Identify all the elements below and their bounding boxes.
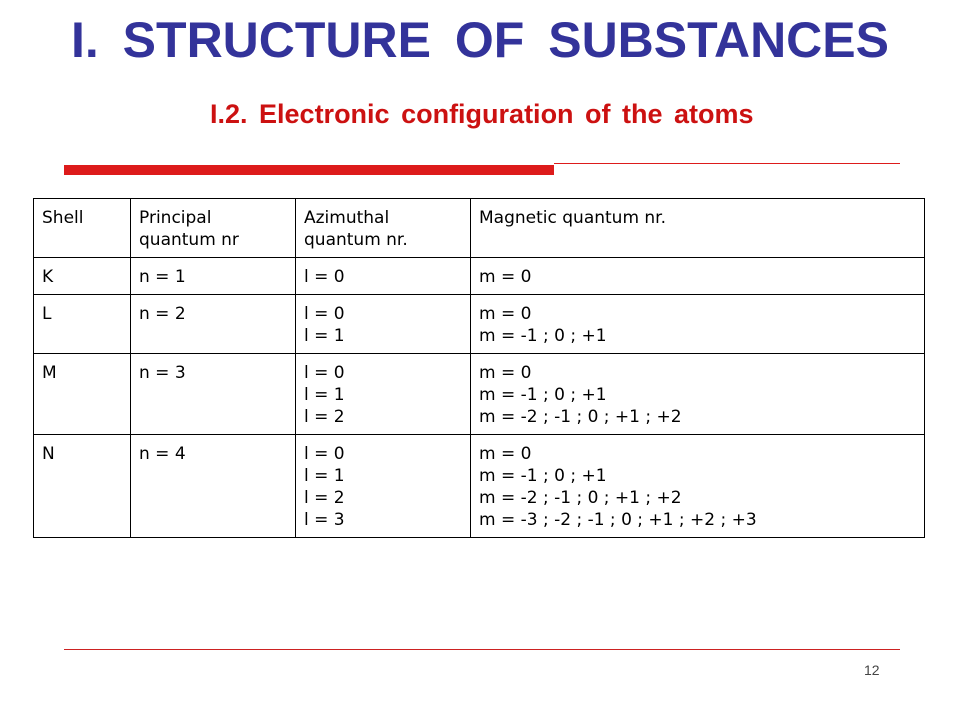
header-principal: Principal quantum nr xyxy=(131,199,296,258)
header-magnetic: Magnetic quantum nr. xyxy=(471,199,925,258)
table-row-k xyxy=(34,258,925,295)
cell-magnetic: m = 0 xyxy=(471,258,925,295)
cell-azimuthal: l = 0 xyxy=(296,258,471,295)
cell-magnetic: m = 0 m = -1 ; 0 ; +1 xyxy=(471,295,925,354)
quantum-numbers-table xyxy=(33,198,925,538)
footer-rule xyxy=(64,649,900,650)
cell-principal: n = 1 xyxy=(131,258,296,295)
accent-bar-thick xyxy=(64,165,554,175)
cell-principal: n = 2 xyxy=(131,295,296,354)
accent-line-top xyxy=(554,163,900,164)
cell-shell: M xyxy=(34,354,131,435)
table-header-row xyxy=(34,199,925,258)
table-row-l xyxy=(34,295,925,354)
slide-subtitle: I.2. Electronic configuration of the atoms xyxy=(210,99,754,129)
header-azimuthal: Azimuthal quantum nr. xyxy=(296,199,471,258)
cell-shell: L xyxy=(34,295,131,354)
cell-magnetic: m = 0 m = -1 ; 0 ; +1 m = -2 ; -1 ; 0 ; +1 ; +2 m = -3 ; -2 ; -1 ; 0 ; +1 ; +2 ; +3 xyxy=(471,435,925,538)
slide-title: I. STRUCTURE OF SUBSTANCES xyxy=(71,12,889,68)
cell-shell: N xyxy=(34,435,131,538)
cell-principal: n = 3 xyxy=(131,354,296,435)
cell-shell: K xyxy=(34,258,131,295)
cell-azimuthal: l = 0 l = 1 xyxy=(296,295,471,354)
table-row-m xyxy=(34,354,925,435)
table-row-n xyxy=(34,435,925,538)
cell-magnetic: m = 0 m = -1 ; 0 ; +1 m = -2 ; -1 ; 0 ; +1 ; +2 xyxy=(471,354,925,435)
cell-azimuthal: l = 0 l = 1 l = 2 xyxy=(296,354,471,435)
cell-azimuthal: l = 0 l = 1 l = 2 l = 3 xyxy=(296,435,471,538)
page-number: 12 xyxy=(864,662,880,678)
header-shell: Shell xyxy=(34,199,131,258)
cell-principal: n = 4 xyxy=(131,435,296,538)
